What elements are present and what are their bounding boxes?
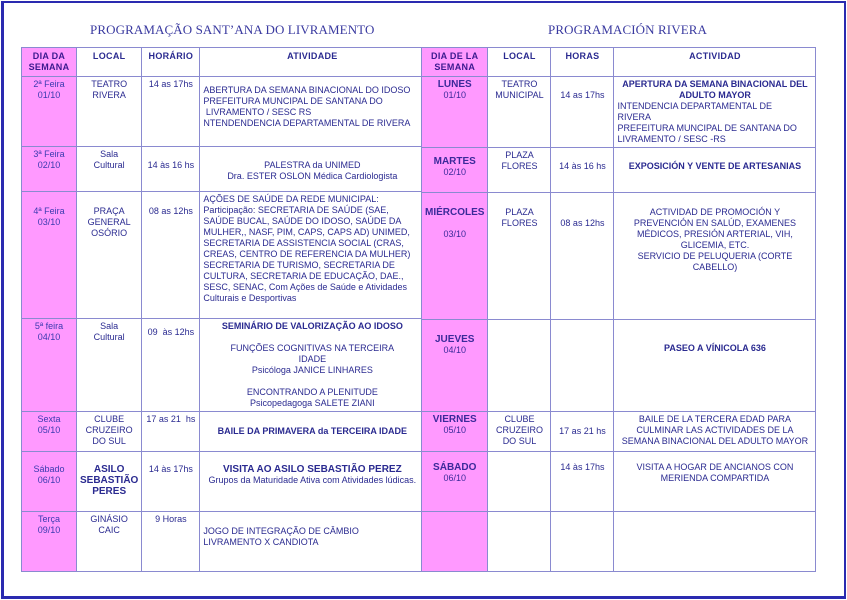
- local-cell: [488, 320, 551, 412]
- time-cell: 17 as 21 hs: [551, 412, 614, 452]
- time-cell: [551, 320, 614, 412]
- local-cell: GINÁSIO CAIC: [77, 512, 142, 572]
- activity-cell: ABERTURA DA SEMANA BINACIONAL DO IDOSO PREFEITURA MUNCIPAL DE SANTANA DO LIVRAMENTO / SESC RS NTENDENDENCIA DEPARTAMENTAL DE RIVERA: [200, 77, 425, 147]
- day-cell: [422, 512, 488, 572]
- time-cell: 9 Horas: [142, 512, 200, 572]
- table-row: [22, 147, 425, 192]
- activity-cell: BAILE DE LA TERCERA EDAD PARA CULMINAR LAS ACTIVIDADES DE LA SEMANA BINACIONAL DEL ADULTO MAYOR: [614, 412, 816, 452]
- header-day: DIA DE LA SEMANA: [422, 48, 488, 77]
- table-row: [422, 452, 816, 512]
- local-cell: PLAZA FLORES: [488, 193, 551, 320]
- day-cell: Sexta 05/10: [22, 412, 77, 452]
- day-cell: JUEVES 04/10: [422, 320, 488, 412]
- time-cell: [551, 512, 614, 572]
- header-local: LOCAL: [488, 48, 551, 77]
- day-cell: SÁBADO 06/10: [422, 452, 488, 512]
- day-cell: 4ª Feira 03/10: [22, 192, 77, 319]
- activity-cell: EXPOSICIÓN Y VENTE DE ARTESANIAS: [614, 148, 816, 193]
- day-cell: 2ª Feira 01/10: [22, 77, 77, 147]
- local-cell: Sala Cultural: [77, 147, 142, 192]
- day-cell: MARTES 02/10: [422, 148, 488, 193]
- table-row: [422, 512, 816, 572]
- table-row: [22, 77, 425, 147]
- time-cell: 14 às 17hs: [551, 452, 614, 512]
- table-row: [422, 320, 816, 412]
- local-cell: TEATRO MUNICIPAL: [488, 77, 551, 148]
- time-cell: 08 as 12hs: [551, 193, 614, 320]
- day-cell: Sábado 06/10: [22, 452, 77, 512]
- local-cell: PRAÇA GENERAL OSÓRIO: [77, 192, 142, 319]
- table-row: [422, 77, 816, 148]
- day-cell: VIERNES 05/10: [422, 412, 488, 452]
- activity-cell: APERTURA DA SEMANA BINACIONAL DEL ADULTO MAYOR INTENDENCIA DEPARTAMENTAL DE RIVERA PREFEITURA MUNCIPAL DE SANTANA DO LIVRAMENTO / SESC -RS: [614, 77, 816, 148]
- time-cell: 14 as 17hs: [142, 77, 200, 147]
- activity-cell: ACTIVIDAD DE PROMOCIÓN Y PREVENCIÓN EN SALÚD, EXAMENES MÉDICOS, PRESIÓN ARTERIAL, VIH, GLICEMIA, ETC. SERVICIO DE PELUQUERIA (CORTE CABELLO): [614, 193, 816, 320]
- table-row: [422, 193, 816, 320]
- activity-cell: PALESTRA da UNIMED Dra. ESTER OSLON Médica Cardiologista: [200, 147, 425, 192]
- local-cell: CLUBE CRUZEIRO DO SUL: [77, 412, 142, 452]
- activity-cell: VISITA AO ASILO SEBASTIÃO PEREZ Grupos da Maturidade Ativa com Atividades lúdicas.: [200, 452, 425, 512]
- time-cell: 14 as 17hs: [551, 77, 614, 148]
- header-day: DIA DA SEMANA: [22, 48, 77, 77]
- local-cell: [488, 452, 551, 512]
- right-program-title: PROGRAMACIÓN RIVERA: [548, 22, 707, 37]
- local-cell: Sala Cultural: [77, 319, 142, 412]
- time-cell: 14 às 17hs: [142, 452, 200, 512]
- activity-cell: VISITA A HOGAR DE ANCIANOS CON MERIENDA COMPARTIDA: [614, 452, 816, 512]
- local-cell: TEATRO RIVERA: [77, 77, 142, 147]
- local-cell: PLAZA FLORES: [488, 148, 551, 193]
- activity-cell: SEMINÁRIO DE VALORIZAÇÃO AO IDOSO FUNÇÕES COGNITIVAS NA TERCEIRA IDADE Psicóloga JANICE LINHARES ENCONTRANDO A PLENITUDE Psicopedagoga SALETE ZIANI: [200, 319, 425, 412]
- activity-cell: AÇÕES DE SAÚDE DA REDE MUNICIPAL: Participação: SECRETARIA DE SAÚDE (SAE, SAÚDE BUCAL, SAÚDE DO IDOSO, SAÚDE DA MULHER,, NASF, PIM, CAPS, CAPS AD) UNIMED, SECRETARIA DE ASSISTENCIA SOCIAL (CRAS, CREAS, CENTRO DE REFERENCIA DA MULHER) SECRETARIA DE TURISMO, SECRETARIA DE CULTURA, SECRETARIA DE EDUCAÇÃO, DAE., SESC, SENAC, Com Ações de Saúde e Atividades Culturais e Desportivas: [200, 192, 425, 319]
- table-row: [22, 319, 425, 412]
- activity-cell: JOGO DE INTEGRAÇÃO DE CÂMBIO LIVRAMENTO X CANDIOTA: [200, 512, 425, 572]
- header-local: LOCAL: [77, 48, 142, 77]
- table-row: [22, 412, 425, 452]
- time-cell: 08 as 12hs: [142, 192, 200, 319]
- table-row: [422, 412, 816, 452]
- activity-cell: [614, 512, 816, 572]
- day-cell: 5ª feira 04/10: [22, 319, 77, 412]
- table-row: [22, 192, 425, 319]
- header-activity: ATIVIDADE: [200, 48, 425, 77]
- day-cell: Terça 09/10: [22, 512, 77, 572]
- table-header-row: [422, 48, 816, 77]
- header-time: HORAS: [551, 48, 614, 77]
- header-time: HORÁRIO: [142, 48, 200, 77]
- local-cell: CLUBE CRUZEIRO DO SUL: [488, 412, 551, 452]
- local-cell: ASILO SEBASTIÃO PERES: [77, 452, 142, 512]
- table-header-row: [22, 48, 425, 77]
- time-cell: 14 às 16 hs: [551, 148, 614, 193]
- local-cell: [488, 512, 551, 572]
- time-cell: 09 às 12hs: [142, 319, 200, 412]
- rivera-schedule-table: [421, 47, 816, 572]
- table-row: [422, 148, 816, 193]
- day-cell: LUNES 01/10: [422, 77, 488, 148]
- day-cell: 3ª Feira 02/10: [22, 147, 77, 192]
- livramento-schedule-table: [21, 47, 425, 572]
- table-row: [22, 452, 425, 512]
- activity-cell: BAILE DA PRIMAVERA da TERCEIRA IDADE: [200, 412, 425, 452]
- left-program-title: PROGRAMAÇÃO SANT’ANA DO LIVRAMENTO: [90, 22, 375, 37]
- activity-cell: PASEO A VÍNICOLA 636: [614, 320, 816, 412]
- table-row: [22, 512, 425, 572]
- header-activity: ACTIVIDAD: [614, 48, 816, 77]
- time-cell: 14 às 16 hs: [142, 147, 200, 192]
- time-cell: 17 as 21 hs: [142, 412, 200, 452]
- day-cell: MIÉRCOLES 03/10: [422, 193, 488, 320]
